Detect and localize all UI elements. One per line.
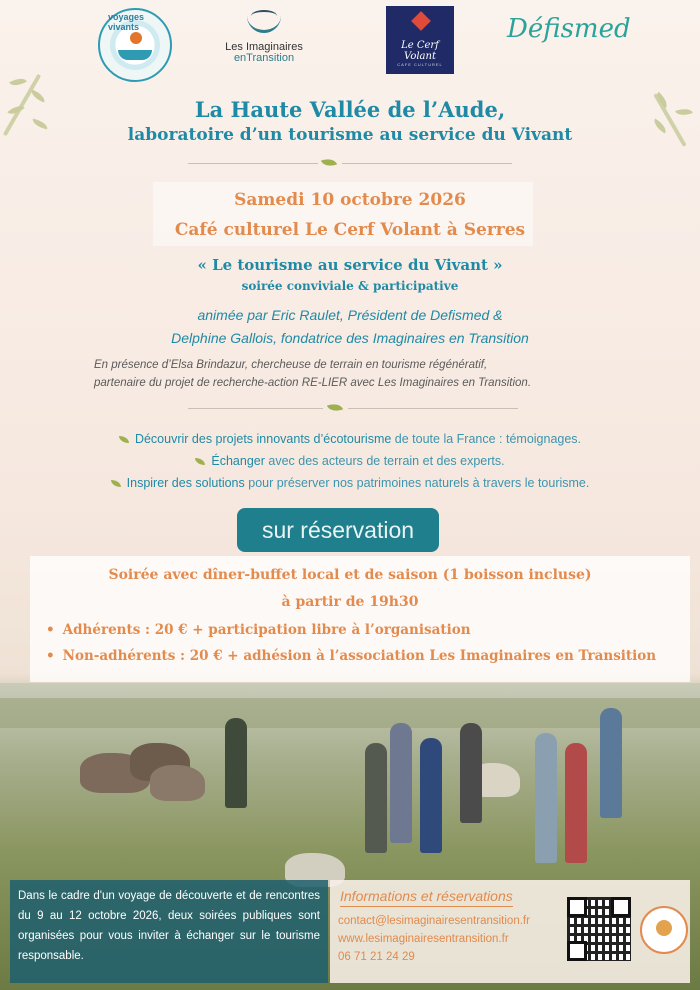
list-item: Échanger avec des acteurs de terrain et des experts. — [0, 450, 700, 472]
divider — [188, 408, 323, 409]
reservation-badge: sur réservation — [237, 508, 439, 552]
price-members: • Adhérents : 20 € + participation libre à l’organisation — [46, 622, 471, 638]
main-title: La Haute Vallée de l’Aude, — [194, 97, 506, 122]
main-subtitle: laboratoire d’un tourisme au service du Vivant — [127, 125, 573, 145]
list-item: Découvrir des projets innovants d’écotourisme de toute la France : témoignages. — [0, 428, 700, 450]
phone-number: 06 71 21 24 29 — [338, 951, 415, 963]
qr-code-icon — [567, 897, 631, 961]
leaf-bullet-icon — [119, 436, 129, 443]
hosts-line-1: animée par Eric Raulet, Président de Defismed & — [197, 307, 503, 323]
list-item: Inspirer des solutions pour préserver nos patrimoines naturels à travers le tourisme. — [0, 472, 700, 494]
price-non-members: • Non-adhérents : 20 € + adhésion à l’association Les Imaginaires en Transition — [46, 648, 656, 664]
divider — [342, 163, 512, 164]
event-theme: « Le tourisme au service du Vivant » — [197, 256, 503, 274]
email-link[interactable]: contact@lesimaginairesentransition.fr — [338, 915, 530, 927]
website-link[interactable]: www.lesimaginairesentransition.fr — [338, 933, 509, 945]
event-venue: Café culturel Le Cerf Volant à Serres — [174, 220, 526, 240]
leaf-icon — [321, 156, 337, 169]
leaf-bullet-icon — [111, 480, 121, 487]
partner-stamp-logo — [640, 906, 688, 954]
kite-icon — [411, 11, 431, 31]
defismed-logo: Défismed — [507, 14, 631, 44]
highlights-list — [0, 428, 700, 494]
mountain-icon — [247, 8, 281, 33]
event-date: Samedi 10 octobre 2026 — [234, 190, 466, 210]
cerf-volant-logo: Le Cerf Volant CAFE CULTUREL — [386, 6, 454, 74]
leaf-bullet-icon — [195, 458, 205, 465]
contact-box — [330, 880, 690, 983]
event-format: soirée conviviale & participative — [241, 279, 459, 293]
leaf-icon — [327, 401, 343, 414]
hosts-line-2: Delphine Gallois, fondatrice des Imaginaires en Transition — [171, 330, 529, 346]
voyages-vivants-logo: voyages vivants — [98, 8, 172, 82]
divider — [188, 163, 318, 164]
context-box: Dans le cadre d'un voyage de découverte et de rencontres du 9 au 12 octobre 2026, deux soirées publiques sont organisées pour vous inviter à échanger sur le tourisme responsable. — [10, 880, 328, 983]
info-title: Informations et réservations — [340, 888, 513, 904]
start-time: à partir de 19h30 — [281, 594, 419, 610]
dinner-info: Soirée avec dîner-buffet local et de saison (1 boisson incluse) — [108, 567, 592, 583]
divider — [348, 408, 518, 409]
guest-presence: En présence d’Elsa Brindazur, chercheuse de terrain en tourisme régénératif, partenaire du projet de recherche-action RE-LIER avec Les Imaginaires en Transition. — [94, 359, 532, 389]
imaginaires-en-transition-logo: Les Imaginaires enTransition — [222, 8, 306, 72]
